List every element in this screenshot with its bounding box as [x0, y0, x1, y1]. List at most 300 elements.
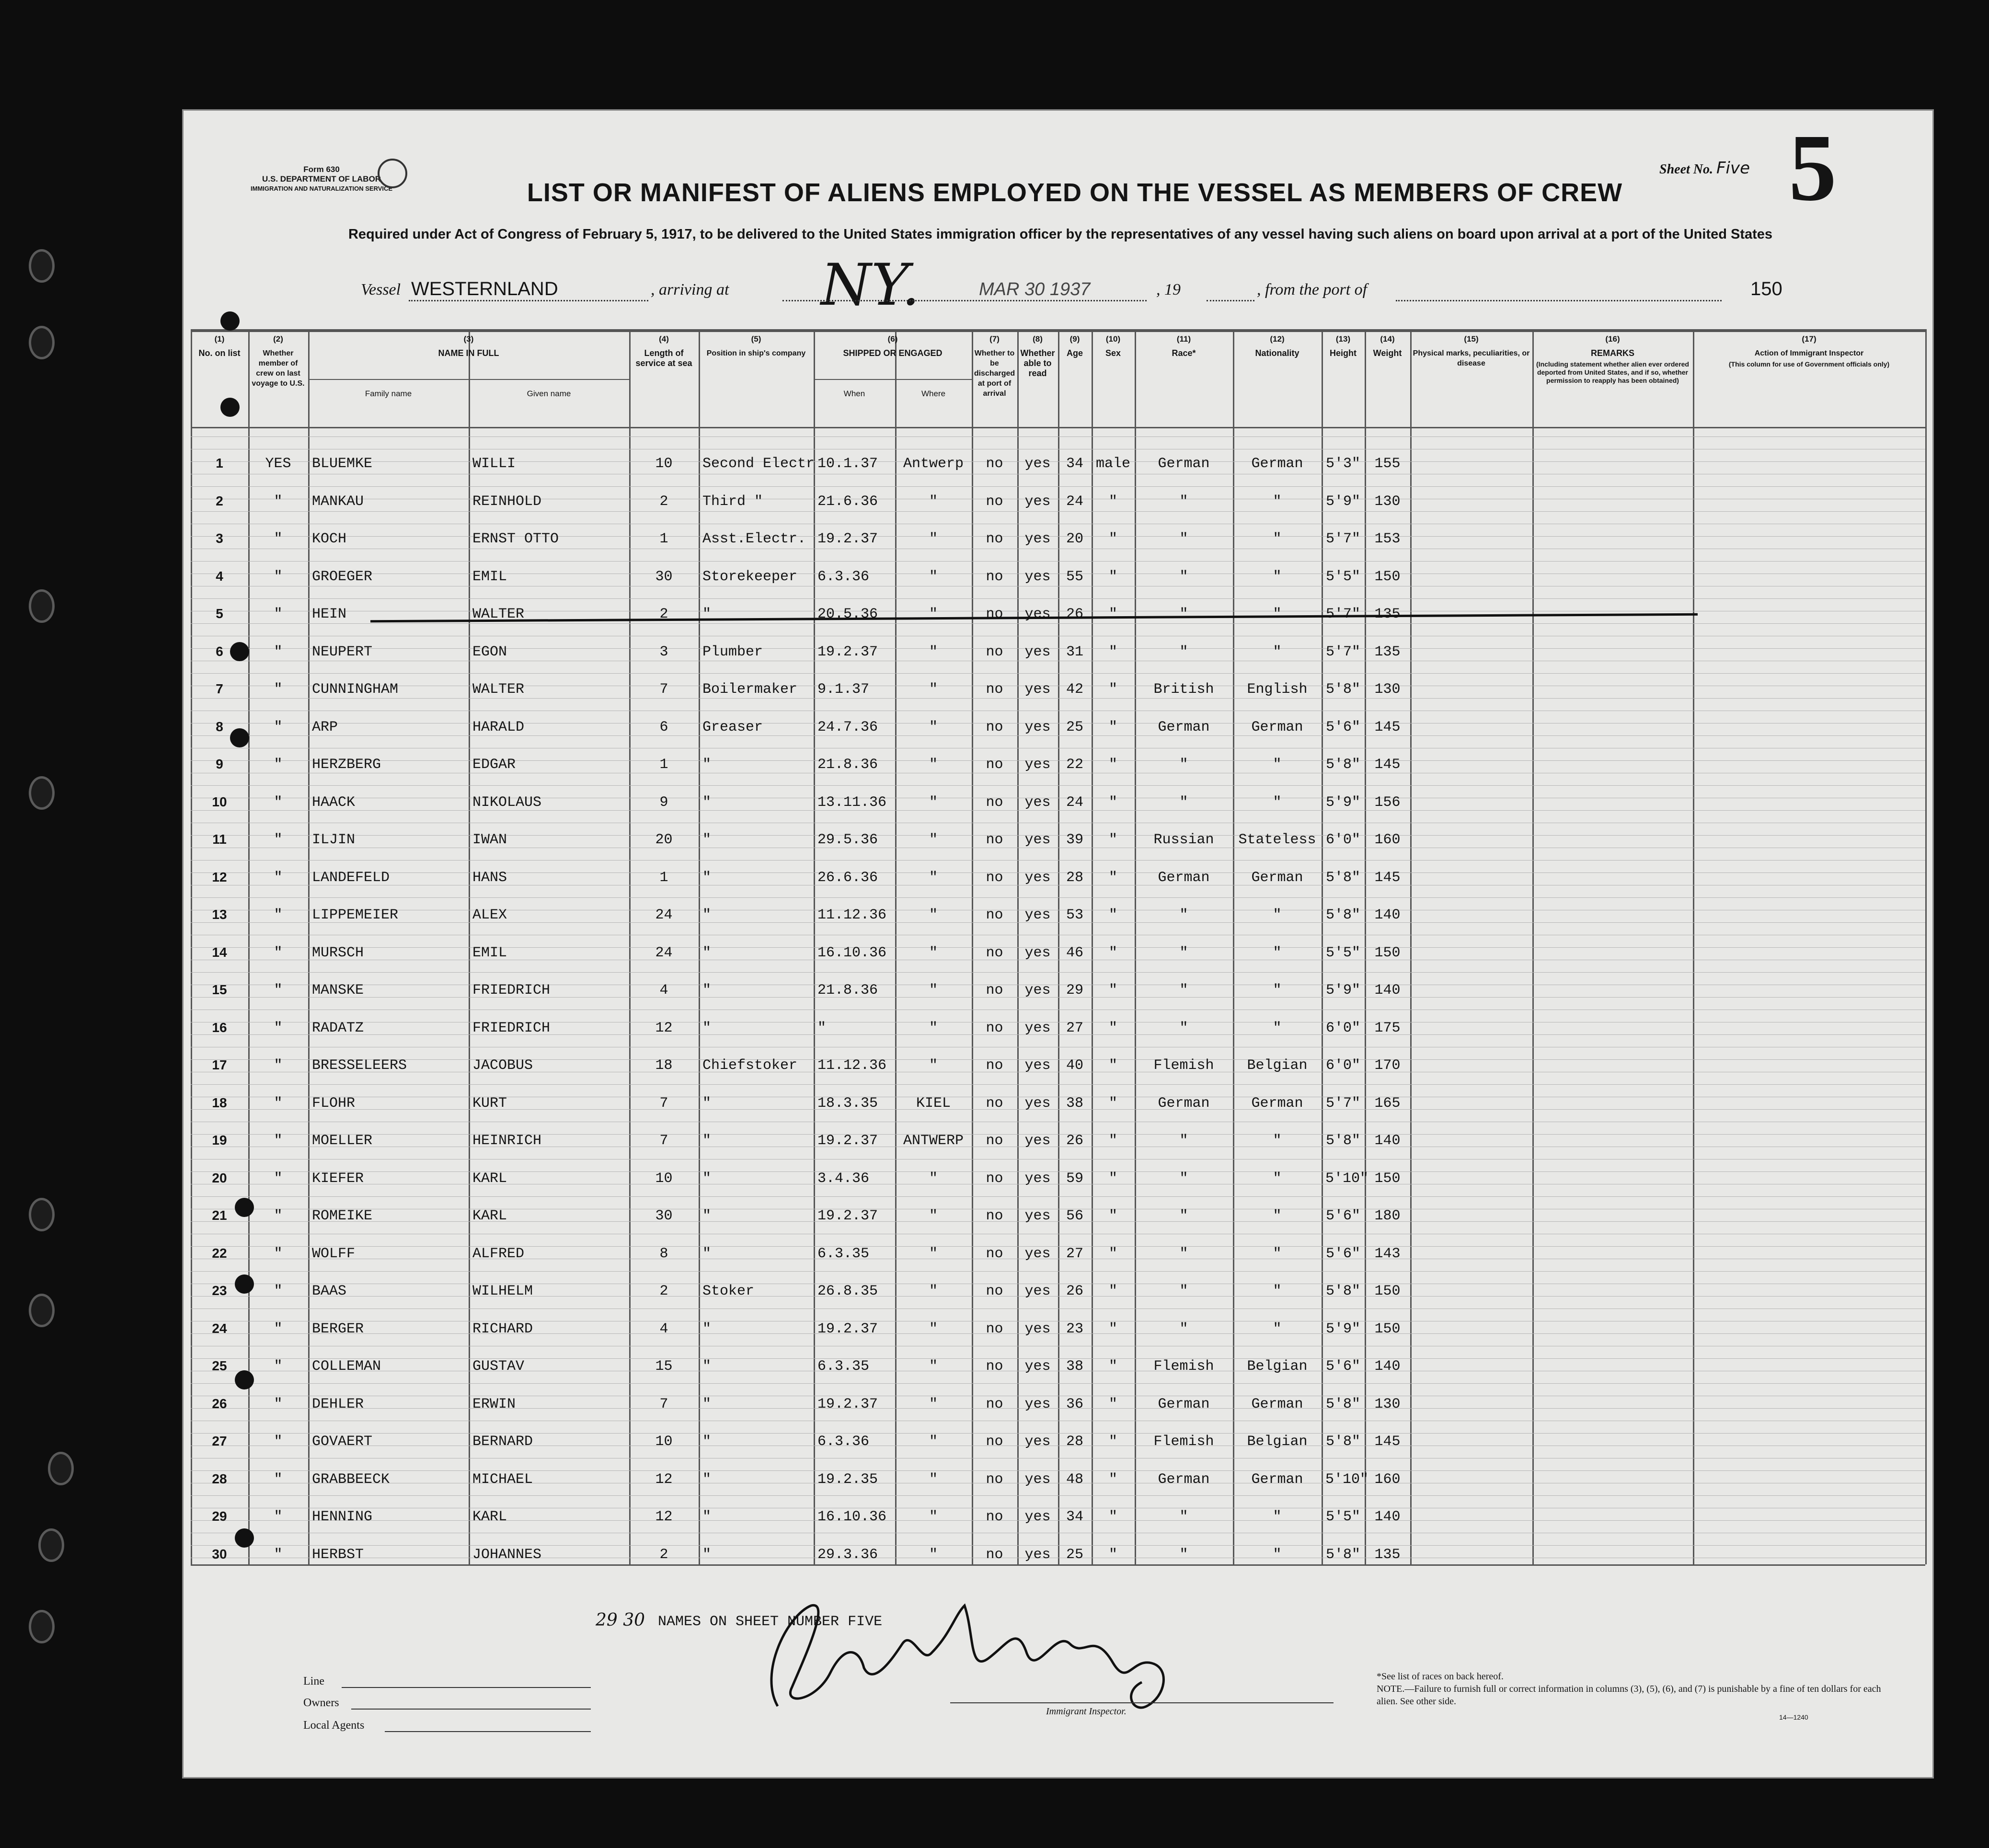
- table-cell: no: [986, 568, 1003, 585]
- table-cell: ": [702, 982, 712, 999]
- column-divider: [1693, 329, 1694, 1564]
- table-cell: Stateless: [1238, 832, 1316, 848]
- table-cell: yes: [1024, 568, 1051, 585]
- ruled-line: [191, 623, 1925, 624]
- table-cell: ": [817, 1020, 827, 1036]
- table-cell: 5: [216, 606, 223, 621]
- table-cell: 11.12.36: [817, 907, 887, 923]
- table-cell: 29.3.36: [817, 1546, 878, 1563]
- table-cell: German: [1251, 719, 1303, 735]
- table-cell: 16.10.36: [817, 944, 887, 961]
- table-cell: 5'8": [1325, 1396, 1360, 1412]
- table-cell: no: [986, 757, 1003, 773]
- table-cell: ": [1108, 1133, 1117, 1149]
- binder-hole-icon: [29, 776, 55, 810]
- table-cell: ": [929, 1509, 938, 1525]
- table-cell: HARALD: [472, 719, 525, 735]
- table-cell: ": [1179, 1283, 1188, 1299]
- table-cell: 6.3.35: [817, 1358, 870, 1375]
- table-cell: 5'8": [1325, 757, 1360, 773]
- table-cell: ERWIN: [472, 1396, 516, 1412]
- table-cell: yes: [1024, 1396, 1051, 1412]
- table-cell: ": [274, 1546, 283, 1563]
- table-cell: ": [702, 1170, 712, 1187]
- table-cell: 145: [1374, 1434, 1401, 1450]
- table-cell: ": [1108, 1471, 1117, 1488]
- table-cell: 20: [212, 1170, 227, 1185]
- table-cell: no: [986, 1057, 1003, 1074]
- table-cell: yes: [1024, 907, 1051, 923]
- table-cell: 6'0": [1325, 1057, 1360, 1074]
- binder-hole-icon: [29, 1610, 55, 1643]
- table-cell: no: [986, 1320, 1003, 1337]
- table-cell: ": [274, 1170, 283, 1187]
- column-divider: [1410, 329, 1412, 1564]
- table-cell: 12: [655, 1471, 673, 1488]
- table-cell: 155: [1374, 456, 1401, 472]
- table-cell: 2: [659, 493, 668, 510]
- table-cell: German: [1158, 1396, 1210, 1412]
- column-number: (5): [751, 334, 761, 344]
- table-cell: Boilermaker: [702, 681, 798, 698]
- table-cell: NEUPERT: [312, 643, 373, 660]
- binder-hole-icon: [48, 1452, 74, 1485]
- table-cell: 5'8": [1325, 1133, 1360, 1149]
- column-subheader: (This column for use of Government officials only): [1728, 360, 1890, 368]
- table-cell: 59: [1066, 1170, 1083, 1187]
- sheet-number: 5: [1789, 115, 1837, 221]
- table-cell: 130: [1374, 1396, 1401, 1412]
- table-cell: ": [1179, 1546, 1188, 1563]
- shipped-subheader-line: [814, 379, 972, 380]
- binder-hole-icon: [29, 1294, 55, 1327]
- table-cell: HERZBERG: [312, 757, 381, 773]
- table-cell: ": [929, 606, 938, 622]
- table-cell: 3: [659, 643, 668, 660]
- table-cell: 140: [1374, 1133, 1401, 1149]
- table-cell: 2: [216, 493, 223, 508]
- table-cell: yes: [1024, 493, 1051, 510]
- table-cell: 31: [1066, 643, 1083, 660]
- table-cell: 6: [216, 643, 223, 659]
- manifest-sheet: [182, 109, 1934, 1779]
- table-cell: Belgian: [1247, 1434, 1308, 1450]
- table-cell: ": [1108, 944, 1117, 961]
- table-cell: ": [1179, 1133, 1188, 1149]
- table-cell: ": [1179, 643, 1188, 660]
- column-number: (3): [463, 334, 474, 344]
- table-cell: 28: [1066, 869, 1083, 886]
- table-cell: ": [1108, 832, 1117, 848]
- table-cell: 135: [1374, 643, 1401, 660]
- table-cell: ": [929, 1245, 938, 1262]
- table-cell: 19.2.37: [817, 1208, 878, 1224]
- table-cell: yes: [1024, 1471, 1051, 1488]
- column-header: Physical marks, peculiarities, or disease: [1413, 349, 1530, 367]
- table-cell: ": [702, 1509, 712, 1525]
- table-cell: 10.1.37: [817, 456, 878, 472]
- table-cell: 29: [212, 1509, 227, 1524]
- table-cell: 25: [1066, 1546, 1083, 1563]
- table-cell: Belgian: [1247, 1358, 1308, 1375]
- table-cell: ": [1179, 907, 1188, 923]
- table-cell: 26: [212, 1396, 227, 1411]
- column-number: (16): [1605, 334, 1620, 344]
- table-cell: ": [274, 982, 283, 999]
- table-cell: ": [1108, 1320, 1117, 1337]
- table-cell: 145: [1374, 719, 1401, 735]
- table-cell: EDGAR: [472, 757, 516, 773]
- table-cell: 30: [212, 1546, 227, 1561]
- table-cell: yes: [1024, 1245, 1051, 1262]
- table-cell: 34: [1066, 1509, 1083, 1525]
- column-subheader: Given name: [527, 389, 571, 398]
- table-cell: 46: [1066, 944, 1083, 961]
- punch-hole-icon: [220, 311, 240, 331]
- column-divider: [895, 329, 897, 1564]
- table-cell: ": [929, 531, 938, 547]
- table-cell: 39: [1066, 832, 1083, 848]
- table-cell: 26: [1066, 1283, 1083, 1299]
- table-cell: ": [274, 1283, 283, 1299]
- table-cell: no: [986, 1283, 1003, 1299]
- table-cell: KARL: [472, 1170, 507, 1187]
- ruled-line: [191, 785, 1925, 786]
- ruled-line: [191, 698, 1925, 699]
- name-subheader-line: [308, 379, 629, 380]
- table-cell: 9: [216, 757, 223, 771]
- column-divider: [1135, 329, 1136, 1564]
- table-cell: GRABBEECK: [312, 1471, 390, 1488]
- table-cell: 34: [1066, 456, 1083, 472]
- table-cell: 2: [659, 1283, 668, 1299]
- table-cell: ": [1273, 982, 1282, 999]
- column-divider: [1322, 329, 1323, 1564]
- table-cell: ": [274, 1057, 283, 1074]
- table-cell: ": [274, 719, 283, 735]
- table-cell: 30: [655, 1208, 673, 1224]
- column-header: Position in ship's company: [706, 349, 806, 357]
- table-cell: 36: [1066, 1396, 1083, 1412]
- table-cell: no: [986, 719, 1003, 735]
- table-cell: 7: [659, 1396, 668, 1412]
- table-cell: ": [1273, 757, 1282, 773]
- table-cell: 1: [659, 869, 668, 886]
- table-cell: ": [1179, 944, 1188, 961]
- table-cell: JACOBUS: [472, 1057, 533, 1074]
- column-subheader: When: [843, 389, 865, 398]
- table-cell: 10: [212, 794, 227, 809]
- table-cell: ": [1108, 1057, 1117, 1074]
- table-cell: 1: [216, 456, 223, 471]
- table-cell: no: [986, 1170, 1003, 1187]
- column-number: (7): [989, 334, 1000, 344]
- table-cell: ": [1273, 568, 1282, 585]
- table-cell: ": [274, 1320, 283, 1337]
- table-cell: ": [1108, 1358, 1117, 1375]
- table-cell: MURSCH: [312, 944, 364, 961]
- table-cell: 28: [1066, 1434, 1083, 1450]
- table-cell: 6.3.36: [817, 1434, 870, 1450]
- table-cell: FRIEDRICH: [472, 1020, 551, 1036]
- table-cell: ": [1273, 1320, 1282, 1337]
- table-cell: German: [1251, 1095, 1303, 1112]
- table-cell: ALEX: [472, 907, 507, 923]
- table-cell: 56: [1066, 1208, 1083, 1224]
- table-cell: FRIEDRICH: [472, 982, 551, 999]
- column-divider: [972, 329, 973, 1564]
- column-number: (10): [1105, 334, 1121, 344]
- table-cell: ": [1108, 757, 1117, 773]
- table-cell: yes: [1024, 1057, 1051, 1074]
- immigrant-inspector-label: Immigrant Inspector.: [1046, 1706, 1127, 1717]
- table-cell: yes: [1024, 757, 1051, 773]
- column-number: (1): [214, 334, 225, 344]
- table-cell: KARL: [472, 1509, 507, 1525]
- table-cell: German: [1251, 456, 1303, 472]
- table-cell: 135: [1374, 1546, 1401, 1563]
- table-cell: ": [929, 719, 938, 735]
- table-cell: 7: [216, 681, 223, 696]
- table-cell: 16: [212, 1020, 227, 1035]
- table-cell: 156: [1374, 794, 1401, 811]
- column-divider: [699, 329, 700, 1564]
- table-cell: KIEL: [916, 1095, 951, 1112]
- column-header: Action of Immigrant Inspector: [1754, 349, 1864, 357]
- table-cell: ": [1179, 982, 1188, 999]
- column-divider: [191, 329, 192, 1564]
- ruled-line: [191, 561, 1925, 562]
- table-cell: ": [702, 606, 712, 622]
- table-cell: ": [1273, 531, 1282, 547]
- table-cell: COLLEMAN: [312, 1358, 381, 1375]
- table-cell: no: [986, 1133, 1003, 1149]
- table-cell: ": [929, 681, 938, 698]
- table-cell: ": [274, 832, 283, 848]
- table-cell: 20.5.36: [817, 606, 878, 622]
- table-cell: 11: [212, 832, 227, 847]
- table-cell: 180: [1374, 1208, 1401, 1224]
- table-cell: 5'7": [1325, 606, 1360, 622]
- table-cell: 24.7.36: [817, 719, 878, 735]
- table-cell: German: [1251, 1396, 1303, 1412]
- table-cell: BAAS: [312, 1283, 347, 1299]
- table-cell: 26.6.36: [817, 869, 878, 886]
- column-divider: [629, 329, 631, 1564]
- table-cell: German: [1251, 1471, 1303, 1488]
- table-cell: ": [702, 1546, 712, 1563]
- table-cell: ": [274, 1396, 283, 1412]
- table-cell: no: [986, 1020, 1003, 1036]
- table-cell: ": [929, 643, 938, 660]
- column-number: (2): [273, 334, 283, 344]
- column-divider: [1532, 329, 1534, 1564]
- sheet-number-label: Sheet No. Five: [1659, 159, 1750, 178]
- table-cell: ARP: [312, 719, 338, 735]
- column-subheader: Where: [921, 389, 946, 398]
- column-number: (9): [1069, 334, 1080, 344]
- table-cell: 1: [659, 757, 668, 773]
- ruled-line: [191, 860, 1925, 861]
- year-label: , 19: [1156, 281, 1181, 298]
- table-cell: 25: [212, 1358, 227, 1373]
- table-cell: ": [274, 1434, 283, 1450]
- table-cell: ": [702, 944, 712, 961]
- table-cell: yes: [1024, 1095, 1051, 1112]
- table-cell: 8: [216, 719, 223, 734]
- table-cell: WALTER: [472, 681, 525, 698]
- column-number: (14): [1380, 334, 1395, 344]
- table-cell: 130: [1374, 681, 1401, 698]
- table-cell: ": [929, 794, 938, 811]
- table-cell: 27: [1066, 1245, 1083, 1262]
- binder-hole-icon: [29, 249, 55, 283]
- table-cell: 145: [1374, 757, 1401, 773]
- table-cell: 55: [1066, 568, 1083, 585]
- table-cell: ": [702, 1020, 712, 1036]
- table-cell: 20: [1066, 531, 1083, 547]
- table-cell: ": [1108, 1396, 1117, 1412]
- table-cell: 21.8.36: [817, 757, 878, 773]
- table-cell: 16.10.36: [817, 1509, 887, 1525]
- table-cell: Flemish: [1153, 1434, 1214, 1450]
- table-cell: 9.1.37: [817, 681, 870, 698]
- table-cell: ": [702, 1133, 712, 1149]
- table-cell: ": [702, 1434, 712, 1450]
- table-cell: IWAN: [472, 832, 507, 848]
- table-cell: male: [1095, 456, 1130, 472]
- table-cell: ": [702, 1320, 712, 1337]
- table-bottom-border: [191, 1564, 1925, 1566]
- table-cell: ": [274, 1208, 283, 1224]
- table-cell: ": [1108, 1208, 1117, 1224]
- table-cell: ": [1108, 1245, 1117, 1262]
- table-cell: 5'7": [1325, 643, 1360, 660]
- table-cell: ": [702, 1471, 712, 1488]
- table-cell: yes: [1024, 1283, 1051, 1299]
- column-header: Whether to be discharged at port of arrival: [974, 349, 1015, 398]
- table-cell: ": [702, 1245, 712, 1262]
- table-cell: 143: [1374, 1245, 1401, 1262]
- table-cell: REINHOLD: [472, 493, 542, 510]
- table-cell: ": [274, 493, 283, 510]
- table-cell: 29: [1066, 982, 1083, 999]
- table-cell: 18: [212, 1095, 227, 1110]
- table-cell: 14: [212, 944, 227, 960]
- table-cell: ": [702, 1358, 712, 1375]
- table-cell: 21.6.36: [817, 493, 878, 510]
- table-cell: ": [274, 944, 283, 961]
- table-cell: 5'5": [1325, 1509, 1360, 1525]
- table-cell: 3.4.36: [817, 1170, 870, 1187]
- table-cell: RADATZ: [312, 1020, 364, 1036]
- table-cell: ": [1273, 1170, 1282, 1187]
- table-cell: 5'6": [1325, 1208, 1360, 1224]
- table-cell: BRESSELEERS: [312, 1057, 407, 1074]
- table-cell: 4: [216, 568, 223, 584]
- table-cell: 140: [1374, 1509, 1401, 1525]
- table-cell: ": [1273, 1133, 1282, 1149]
- table-cell: yes: [1024, 1434, 1051, 1450]
- column-number: (15): [1464, 334, 1479, 344]
- table-cell: ": [1108, 1283, 1117, 1299]
- punch-hole-icon: [235, 1370, 254, 1389]
- table-cell: 5'8": [1325, 1283, 1360, 1299]
- table-cell: Third ": [702, 493, 763, 510]
- table-cell: 7: [659, 681, 668, 698]
- table-cell: 150: [1374, 568, 1401, 585]
- table-cell: BERGER: [312, 1320, 364, 1337]
- table-cell: WOLFF: [312, 1245, 356, 1262]
- table-cell: ": [1179, 493, 1188, 510]
- table-cell: ": [929, 1358, 938, 1375]
- table-cell: 5'6": [1325, 719, 1360, 735]
- table-cell: HEIN: [312, 606, 347, 622]
- table-cell: 130: [1374, 493, 1401, 510]
- table-cell: ": [274, 1358, 283, 1375]
- table-cell: 7: [659, 1095, 668, 1112]
- table-cell: ": [1108, 907, 1117, 923]
- table-cell: Antwerp: [903, 456, 964, 472]
- table-cell: yes: [1024, 606, 1051, 622]
- table-cell: 38: [1066, 1095, 1083, 1112]
- table-cell: 6.3.35: [817, 1245, 870, 1262]
- table-cell: ": [1108, 681, 1117, 698]
- column-divider: [469, 329, 470, 1564]
- table-cell: ": [1108, 1170, 1117, 1187]
- ruled-line: [191, 1084, 1925, 1085]
- table-cell: 11.12.36: [817, 1057, 887, 1074]
- ruled-line: [191, 735, 1925, 736]
- table-cell: ": [1179, 757, 1188, 773]
- table-cell: 5'7": [1325, 1095, 1360, 1112]
- table-cell: KARL: [472, 1208, 507, 1224]
- table-cell: 42: [1066, 681, 1083, 698]
- table-cell: 6: [659, 719, 668, 735]
- table-cell: 21.8.36: [817, 982, 878, 999]
- table-cell: yes: [1024, 681, 1051, 698]
- table-cell: ": [1179, 1245, 1188, 1262]
- table-cell: ": [1273, 794, 1282, 811]
- table-cell: 21: [212, 1208, 227, 1223]
- form-identifier: Form 630 U.S. DEPARTMENT OF LABOR IMMIGRATION AND NATURALIZATION SERVICE: [251, 165, 393, 192]
- table-cell: 18: [655, 1057, 673, 1074]
- table-cell: ": [702, 1208, 712, 1224]
- table-cell: 140: [1374, 1358, 1401, 1375]
- table-cell: WILLI: [472, 456, 516, 472]
- table-cell: 145: [1374, 869, 1401, 886]
- table-cell: Belgian: [1247, 1057, 1308, 1074]
- binder-holes: [0, 0, 182, 1848]
- table-cell: 3: [216, 531, 223, 546]
- table-cell: 5'5": [1325, 944, 1360, 961]
- table-cell: ": [274, 869, 283, 886]
- table-cell: ": [274, 757, 283, 773]
- table-cell: 18.3.35: [817, 1095, 878, 1112]
- table-cell: 2: [659, 1546, 668, 1563]
- table-cell: ": [274, 907, 283, 923]
- column-divider: [1365, 329, 1366, 1564]
- table-cell: 5'9": [1325, 794, 1360, 811]
- table-cell: ILJIN: [312, 832, 356, 848]
- table-cell: no: [986, 681, 1003, 698]
- table-cell: Plumber: [702, 643, 763, 660]
- table-cell: MANSKE: [312, 982, 364, 999]
- table-cell: 5'6": [1325, 1245, 1360, 1262]
- column-header: Race*: [1172, 348, 1196, 358]
- table-cell: no: [986, 606, 1003, 622]
- ruled-line: [191, 1196, 1925, 1197]
